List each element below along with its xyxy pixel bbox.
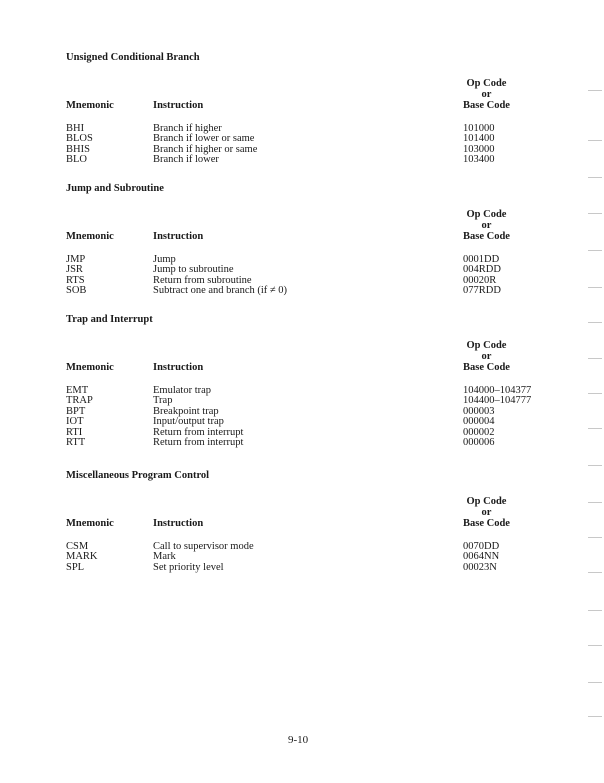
mnemonic-cell: RTT (66, 436, 86, 448)
instruction-cell: Breakpoint trap (153, 405, 219, 417)
opcode-cell: 00023N (463, 561, 497, 573)
scan-edge-mark (588, 393, 602, 394)
instruction-cell: Trap (153, 395, 173, 407)
mnemonic-cell: MARK (66, 551, 98, 563)
section-unsigned-conditional-branch (66, 52, 566, 166)
scan-edge-mark (588, 537, 602, 538)
opcode-cell: 000003 (463, 405, 495, 417)
mnemonic-cell: JSR (66, 264, 83, 276)
instruction-cell: Subtract one and branch (if ≠ 0) (153, 285, 288, 297)
column-header-mnemonic: Mnemonic (66, 518, 114, 529)
scan-edge-mark (588, 322, 602, 323)
scan-edge-mark (588, 358, 602, 359)
opcode-header-line: or (481, 351, 492, 362)
instruction-cell: Jump to subroutine (153, 264, 234, 276)
mnemonic-cell: JMP (66, 254, 86, 265)
instruction-cell: Emulator trap (153, 385, 212, 396)
instruction-cell: Branch if lower (153, 154, 219, 166)
column-header-opcode (463, 340, 510, 373)
mnemonic-cell: CSM (66, 541, 89, 552)
instruction-cell: Mark (153, 551, 176, 563)
instruction-table (66, 386, 566, 448)
opcode-cell: 000004 (463, 416, 495, 428)
column-header-mnemonic: Mnemonic (66, 231, 114, 242)
opcode-cell: 0001DD (463, 254, 500, 265)
opcode-header-line: or (481, 220, 492, 231)
opcode-cell: 101000 (463, 123, 495, 134)
mnemonic-cell: SPL (66, 561, 85, 573)
opcode-header-line: or (481, 507, 492, 518)
opcode-header-line: Op Code (466, 496, 507, 507)
opcode-header-line: Base Code (463, 518, 510, 529)
scan-edge-mark (588, 610, 602, 611)
opcode-cell: 00020R (463, 274, 497, 286)
opcode-cell: 077RDD (463, 285, 501, 297)
opcode-header-line: Op Code (466, 209, 507, 220)
page-number: 9-10 (288, 734, 309, 746)
opcode-header-line: Op Code (466, 78, 507, 89)
scan-edge-mark (588, 213, 602, 214)
scan-edge-mark (588, 465, 602, 466)
scan-edge-mark (588, 177, 602, 178)
opcode-cell: 0070DD (463, 541, 500, 552)
section-title: Unsigned Conditional Branch (66, 52, 200, 63)
scan-edge-mark (588, 287, 602, 288)
instruction-cell: Set priority level (153, 561, 224, 573)
instruction-table (66, 124, 566, 166)
opcode-cell: 0064NN (463, 551, 500, 563)
section-title: Miscellaneous Program Control (66, 470, 210, 481)
mnemonic-cell: BHIS (66, 143, 90, 155)
column-header-mnemonic: Mnemonic (66, 100, 114, 111)
mnemonic-cell: EMT (66, 385, 89, 396)
scan-edge-mark (588, 140, 602, 141)
mnemonic-cell: TRAP (66, 395, 93, 407)
column-header-opcode (463, 496, 510, 529)
column-header-instruction: Instruction (153, 518, 204, 529)
opcode-header-line: or (481, 89, 492, 100)
instruction-cell: Return from interrupt (153, 426, 244, 438)
instruction-cell: Input/output trap (153, 416, 224, 428)
section-title: Jump and Subroutine (66, 183, 164, 194)
opcode-cell: 104400–104777 (463, 395, 532, 407)
opcode-cell: 103400 (463, 154, 495, 166)
mnemonic-cell: BLOS (66, 133, 93, 145)
opcode-cell: 101400 (463, 133, 495, 145)
instruction-cell: Jump (153, 254, 176, 265)
scan-edge-mark (588, 428, 602, 429)
mnemonic-cell: BPT (66, 405, 86, 417)
table-row (66, 286, 566, 296)
section-trap-and-interrupt (66, 314, 566, 448)
instruction-table (66, 255, 566, 297)
section-jump-and-subroutine (66, 183, 566, 297)
opcode-header-line: Base Code (463, 100, 510, 111)
opcode-header-line: Op Code (466, 340, 507, 351)
table-row (66, 438, 566, 448)
column-header-mnemonic: Mnemonic (66, 362, 114, 373)
scan-edge-mark (588, 90, 602, 91)
mnemonic-cell: BLO (66, 154, 87, 166)
column-header-instruction: Instruction (153, 231, 204, 242)
instruction-cell: Return from interrupt (153, 436, 244, 448)
scan-edge-mark (588, 645, 602, 646)
instruction-cell: Branch if lower or same (153, 133, 255, 145)
scan-edge-mark (588, 502, 602, 503)
scan-edge-mark (588, 682, 602, 683)
table-row (66, 417, 566, 427)
column-header-opcode (463, 78, 510, 111)
instruction-table (66, 542, 566, 573)
column-header-opcode (463, 209, 510, 242)
table-row (66, 155, 566, 165)
opcode-cell: 000002 (463, 426, 495, 438)
opcode-cell: 104000–104377 (463, 385, 532, 396)
instruction-cell: Branch if higher (153, 123, 222, 134)
opcode-header-line: Base Code (463, 362, 510, 373)
table-row (66, 563, 566, 573)
opcode-cell: 004RDD (463, 264, 501, 276)
mnemonic-cell: SOB (66, 285, 87, 297)
instruction-cell: Branch if higher or same (153, 143, 258, 155)
instruction-cell: Return from subroutine (153, 274, 252, 286)
instruction-cell: Call to supervisor mode (153, 541, 254, 552)
mnemonic-cell: RTS (66, 274, 85, 286)
opcode-cell: 103000 (463, 143, 495, 155)
column-header-instruction: Instruction (153, 100, 204, 111)
column-header-instruction: Instruction (153, 362, 204, 373)
mnemonic-cell: IOT (66, 416, 84, 428)
section-miscellaneous-program-control (66, 470, 566, 580)
opcode-cell: 000006 (463, 436, 495, 448)
scan-edge-mark (588, 716, 602, 717)
section-title: Trap and Interrupt (66, 314, 153, 325)
scan-edge-mark (588, 250, 602, 251)
opcode-header-line: Base Code (463, 231, 510, 242)
mnemonic-cell: BHI (66, 123, 85, 134)
mnemonic-cell: RTI (66, 426, 83, 438)
scan-edge-mark (588, 572, 602, 573)
